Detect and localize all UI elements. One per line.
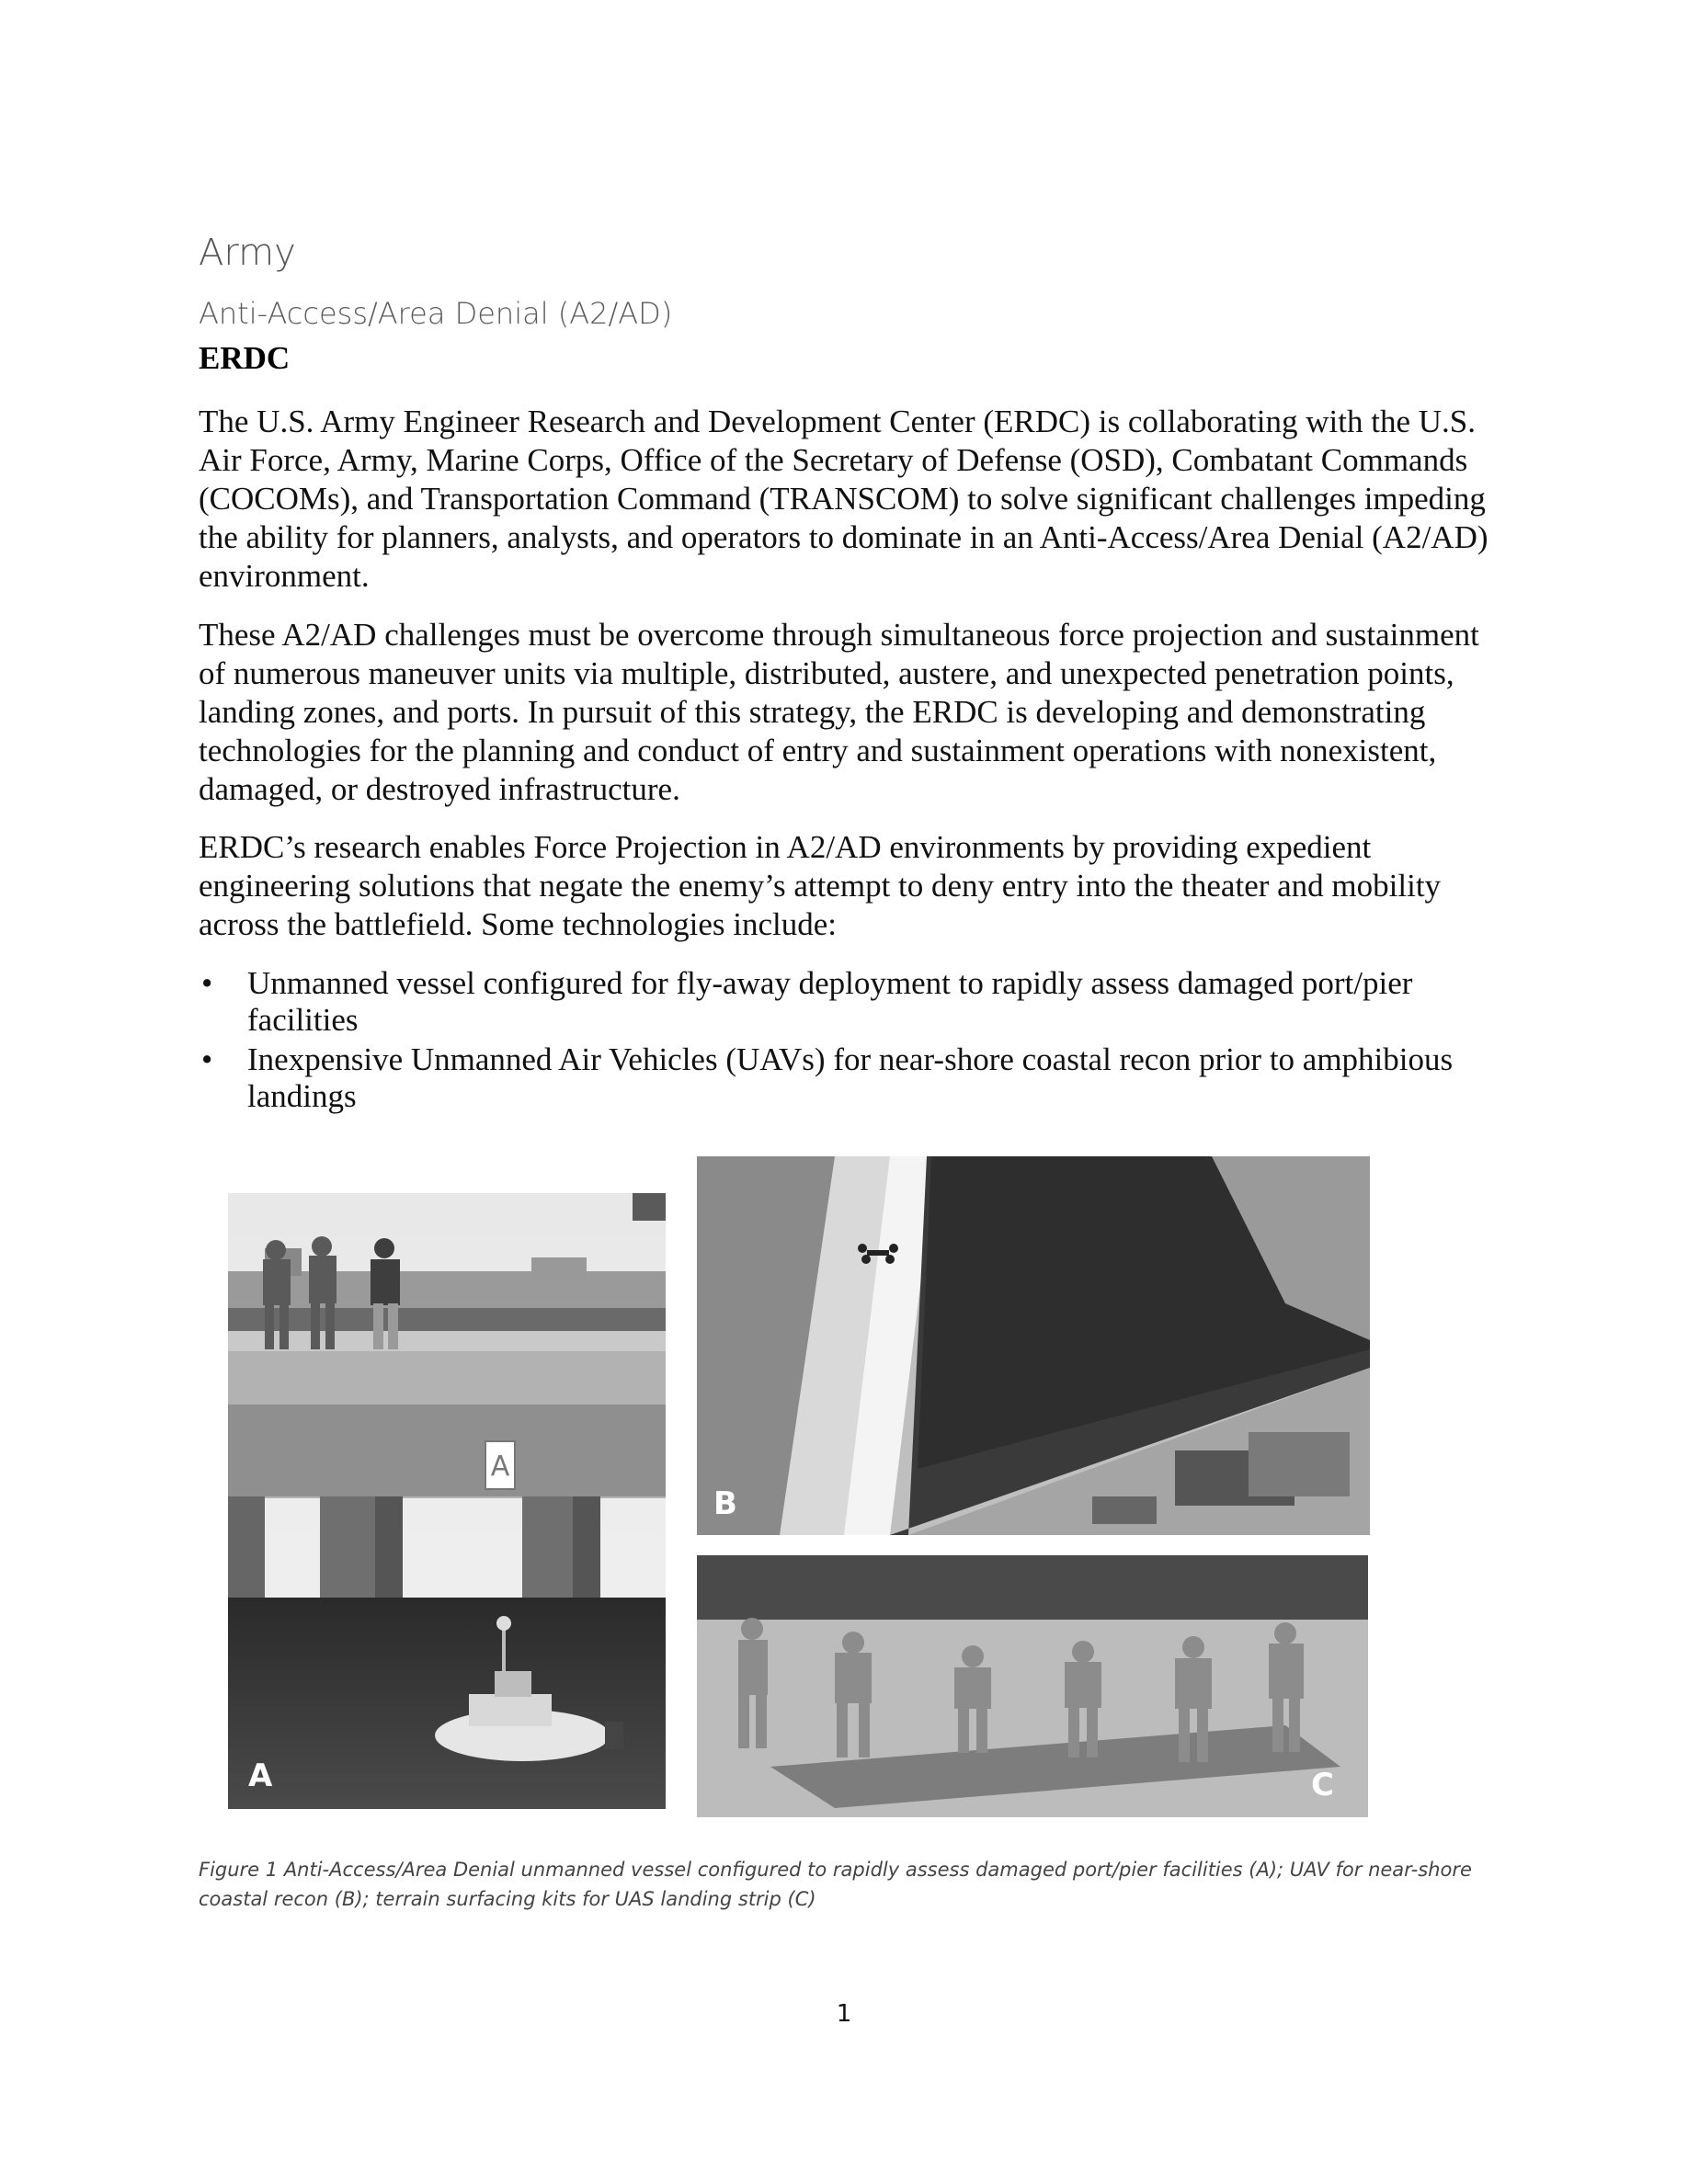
org-heading: ERDC	[199, 340, 291, 376]
paragraph-3: ERDC’s research enables Force Projection in A2/AD environments by providing expedient engineering solutions that negate the enemy’s attempt to deny entry into the theater and mobility across the battlefield. Some technologies include:	[199, 829, 1442, 942]
list-item-text: Inexpensive Unmanned Air Vehicles (UAVs) for near-shore coastal recon prior to amphibious landings	[247, 1041, 1454, 1114]
section-heading: Army	[199, 232, 296, 274]
photo-coastal-uav	[697, 1156, 1370, 1535]
photo-label-b: B	[713, 1485, 737, 1522]
bullet-icon: •	[201, 1041, 213, 1077]
page-number: 1	[836, 2000, 852, 2028]
list-item	[199, 1041, 1504, 1115]
paragraph-2: These A2/AD challenges must be overcome through simultaneous force projection and sustainment of numerous maneuver units via multiple, distributed, austere, and unexpected penetration points, landing zones, and ports. In pursuit of this strategy, the ERDC is developing and demonstrating technologies for the planning and conduct of entry and sustainment operations with nonexistent, damaged, or destroyed infrastructure.	[199, 617, 1479, 807]
photo-terrain-surfacing-kit	[697, 1555, 1368, 1817]
technology-list	[199, 965, 1504, 1118]
photo-label-c: C	[1311, 1767, 1334, 1803]
subsection-heading: Anti-Access/Area Denial (A2/AD)	[199, 296, 673, 331]
bullet-icon: •	[201, 965, 213, 1001]
pier-marker-label: A	[490, 1450, 510, 1483]
list-item-text: Unmanned vessel configured for fly-away deployment to rapidly assess damaged port/pier facilities	[247, 965, 1413, 1038]
list-item	[199, 965, 1504, 1039]
paragraph-1: The U.S. Army Engineer Research and Development Center (ERDC) is collaborating with the U.S. Air Force, Army, Marine Corps, Office of the Secretary of Defense (OSD), Combatant Commands (COCOMs), and Transportation Command (TRANSCOM) to solve significant challenges impeding the ability for planners, analysts, and operators to dominate in an Anti-Access/Area Denial (A2/AD) environment.	[199, 404, 1488, 594]
coastline-scene-image	[697, 1156, 1370, 1535]
photo-pier-unmanned-vessel	[228, 1193, 666, 1809]
soldiers-scene-image	[697, 1555, 1368, 1817]
pier-scene-image	[228, 1193, 666, 1809]
photo-label-a: A	[248, 1757, 273, 1794]
figure-caption: Figure 1 Anti-Access/Area Denial unmanned vessel configured to rapidly assess damaged port/pier facilities (A); UAV for near-shore coastal recon (B); terrain surfacing kits for UAS landing strip (C)	[199, 1859, 1472, 1910]
